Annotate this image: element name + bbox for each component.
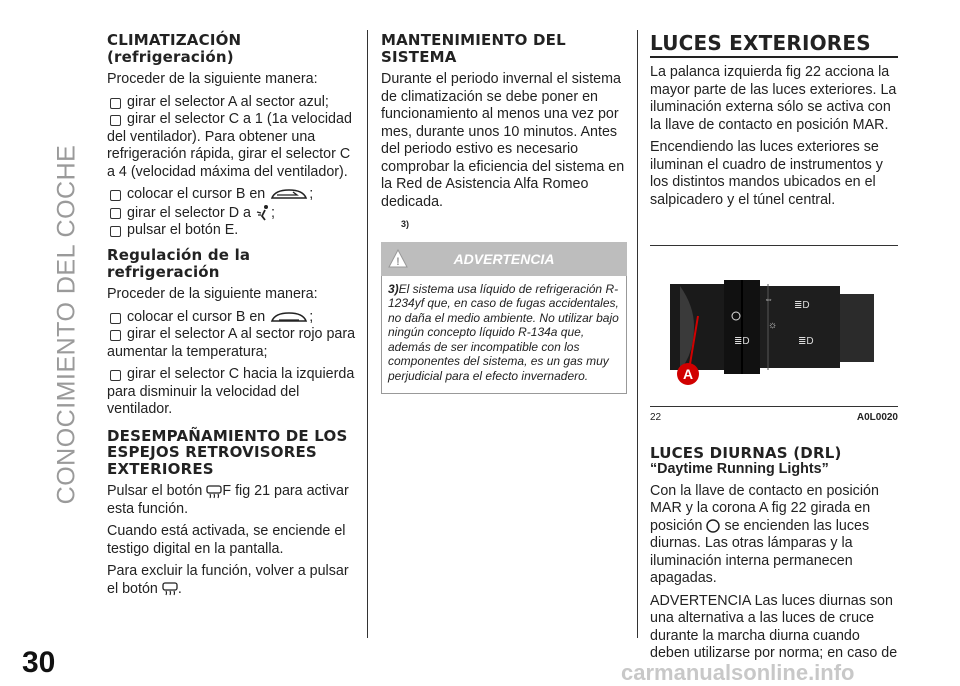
heading-climatizacion: CLIMATIZACIÓN (refrigeración) [107,31,242,66]
list-item: girar el selector C a 1 (1a velocidad [107,111,357,129]
text: Durante el periodo invernal el sistema de climatización se debe poner en funcionamiento al menos una vez por mes, durante unos 10 minutos. Antes del periodo estivo es necesario comprobar la eficiencia del sistema en la Red de Asistencia Alfa Romeo dedicada. [381,71,625,210]
warning-box: 3)El sistema usa líquido de refrigeración R-1234yf que, en caso de fugas accidentales, no daña el medio ambiente. No utilizar bajo ningún concepto líquido R-134a que, además de ser incompatible con los componentes del sistema, es un gas muy perjudicial para el efecto invernadero. [381,276,627,394]
lever-illustration [650,246,898,406]
text: del ventilador). Para obtener una refrigeración rápida, girar el selector C a 4 (velocidad máxima del ventilador). [107,128,351,180]
text: aumentar la temperatura; [107,343,268,360]
svg-text:!: ! [396,255,400,268]
section-side-title: CONOCIMIENTO DEL COCHE [52,144,81,505]
heading-luces-exteriores: LUCES EXTERIORES [650,32,898,58]
bullet-icon [110,115,121,126]
drl-position-icon [706,519,720,533]
subheading-drl: “Daytime Running Lights” [650,461,829,477]
bullet-icon [110,370,121,381]
column-divider [367,30,368,638]
footer-watermark: carmanualsonline.info [621,660,855,685]
svg-text:⇔: ⇔ [764,294,773,304]
list-item: girar el selector D a ; [107,204,357,222]
svg-text:≣D: ≣D [798,336,814,347]
svg-text:☼: ☼ [768,320,778,331]
bullet-icon [110,226,121,237]
column-climatizacion [107,32,357,603]
car-recirculation-icon [269,186,309,202]
text: para disminuir la velocidad del ventilador. [107,383,300,418]
figure-caption: 22 A0L0020 [650,412,898,423]
bullet-icon [110,98,121,109]
column-mantenimiento [381,32,627,394]
bullet-icon [110,190,121,201]
list-item: colocar el cursor B en ; [107,309,357,327]
mirror-defrost-icon [162,582,178,596]
text: La palanca izquierda fig 22 acciona la mayor parte de las luces exteriores. La iluminación externa sólo se activa con la llave de contacto en posición MAR. [650,64,897,133]
text: Proceder de la siguiente manera: [107,286,318,303]
figure-lever [650,245,898,407]
text: Cuando está activada, se enciende el testigo digital en la pantalla. [107,523,346,557]
svg-text:≣D: ≣D [734,336,750,347]
svg-text:≣D: ≣D [794,300,810,311]
bullet-icon [110,313,121,324]
heading-drl: LUCES DIURNAS (DRL) [650,443,842,462]
warning-header: ! ADVERTENCIA [381,242,627,276]
footnote-ref: 3) [401,219,410,229]
text: Proceder de la siguiente manera: [107,71,318,87]
list-item: colocar el cursor B en ; [107,186,357,204]
column-luces [650,32,898,668]
heading-regulacion: Regulación de la refrigeración [107,246,251,281]
text: Con la llave de contacto en posición MAR y la corona A fig 22 girada en posición se encienden las luces diurnas. Las otras lámparas y la iluminación interna permanecen apagadas. [650,482,879,586]
page-number: 30 [22,646,56,679]
heading-mantenimiento: MANTENIMIENTO DEL SISTEMA [381,31,566,66]
list-item: girar el selector A al sector rojo para [107,326,357,344]
bullet-icon [110,208,121,219]
bullet-icon [110,330,121,341]
list-item: girar el selector C hacia la izquierda [107,366,357,384]
heading-desempanamiento: DESEMPAÑAMIENTO DE LOS ESPEJOS RETROVISORES EXTERIORES [107,426,348,478]
text: ADVERTENCIA Las luces diurnas son una alternativa a las luces de cruce durante la marcha diurna cuando deben utilizarse por norma; en caso de [650,592,898,661]
column-divider [637,30,638,638]
callout-a: A [682,366,694,382]
air-distribution-icon [255,204,271,222]
mirror-defrost-icon [206,485,222,499]
list-item: pulsar el botón E. [107,222,357,240]
text: Pulsar el botón F fig 21 para activar esta función. [107,483,349,517]
text: Encendiendo las luces exteriores se iluminan el cuadro de instrumentos y los distintos mandos ubicados en el salpicadero y el túnel central. [650,139,883,208]
list-item: girar el selector A al sector azul; [107,94,357,112]
text: Para excluir la función, volver a pulsar el botón . [107,563,349,597]
car-outside-air-icon [269,309,309,325]
